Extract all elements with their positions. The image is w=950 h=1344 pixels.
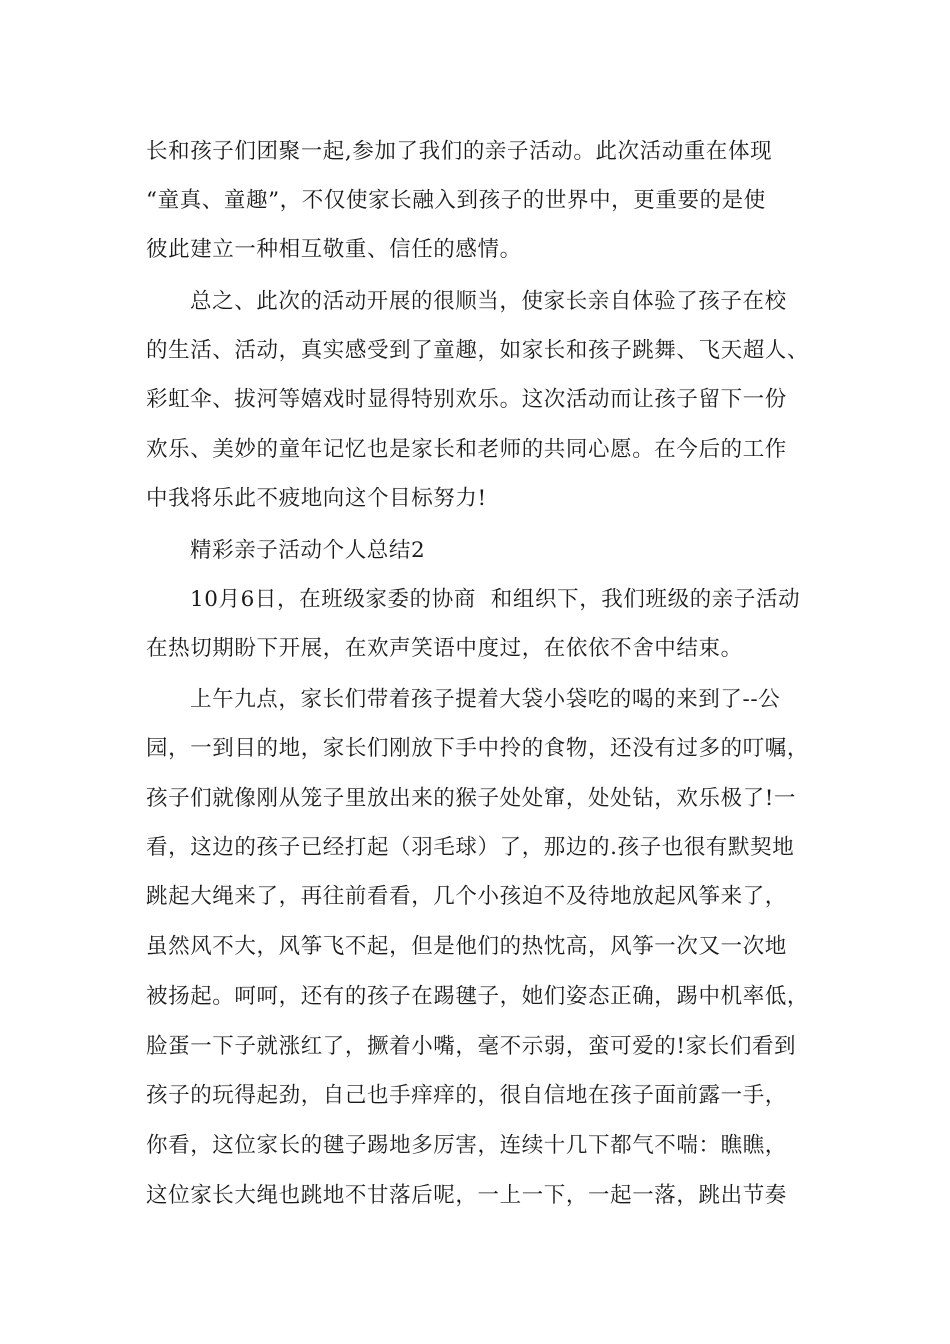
text-line: 跳起大绳来了，再往前看看，几个小孩迫不及待地放起风筝来了， xyxy=(146,884,787,909)
paragraph-first-line: 10月6日，在班级家委的协商 和组织下，我们班级的亲子活动 xyxy=(190,587,801,612)
text-line: 彼此建立一种相互敬重、信任的感情。 xyxy=(146,237,522,262)
text-line: 看，这边的孩子已经打起（羽毛球）了，那边的.孩子也很有默契地 xyxy=(146,835,795,860)
text-line: 这位家长大绳也跳地不甘落后呢，一上一下，一起一落，跳出节奏 xyxy=(146,1183,787,1208)
text-line: 园，一到目的地，家长们刚放下手中拎的食物，还没有过多的叮嘱， xyxy=(146,736,810,761)
text-line: 的生活、活动，真实感受到了童趣，如家长和孩子跳舞、飞天超人、 xyxy=(146,338,810,363)
text-line: 被扬起。呵呵，还有的孩子在踢毽子，她们姿态正确，踢中机率低， xyxy=(146,984,810,1009)
text-line: 在热切期盼下开展，在欢声笑语中度过，在依依不舍中结束。 xyxy=(146,636,743,661)
text-line: 长和孩子们团聚一起,参加了我们的亲子活动。此次活动重在体现 xyxy=(146,139,773,164)
text-line: 孩子们就像刚从笼子里放出来的猴子处处窜，处处钻，欢乐极了!一 xyxy=(146,786,797,811)
text-line: 孩子的玩得起劲，自己也手痒痒的，很自信地在孩子面前露一手， xyxy=(146,1083,787,1108)
text-line: 虽然风不大，风筝飞不起，但是他们的热忱高，风筝一次又一次地 xyxy=(146,934,787,959)
paragraph-first-line: 上午九点，家长们带着孩子提着大袋小袋吃的喝的来到了--公 xyxy=(190,687,781,712)
section-heading: 精彩亲子活动个人总结2 xyxy=(190,538,426,563)
text-line: 欢乐、美妙的童年记忆也是家长和老师的共同心愿。在今后的工作 xyxy=(146,437,787,462)
text-line: 中我将乐此不疲地向这个目标努力! xyxy=(146,486,487,511)
text-line: “童真、童趣”，不仅使家长融入到孩子的世界中，更重要的是使 xyxy=(146,188,766,213)
text-line: 脸蛋一下子就涨红了，撅着小嘴，毫不示弱，蛮可爱的!家长们看到 xyxy=(146,1034,797,1059)
text-line: 你看，这位家长的毽子踢地多厉害，连续十几下都气不喘：瞧瞧， xyxy=(146,1133,787,1158)
text-line: 彩虹伞、拔河等嬉戏时显得特别欢乐。这次活动而让孩子留下一份 xyxy=(146,387,787,412)
paragraph-first-line: 总之、此次的活动开展的很顺当，使家长亲自体验了孩子在校 xyxy=(190,289,787,314)
